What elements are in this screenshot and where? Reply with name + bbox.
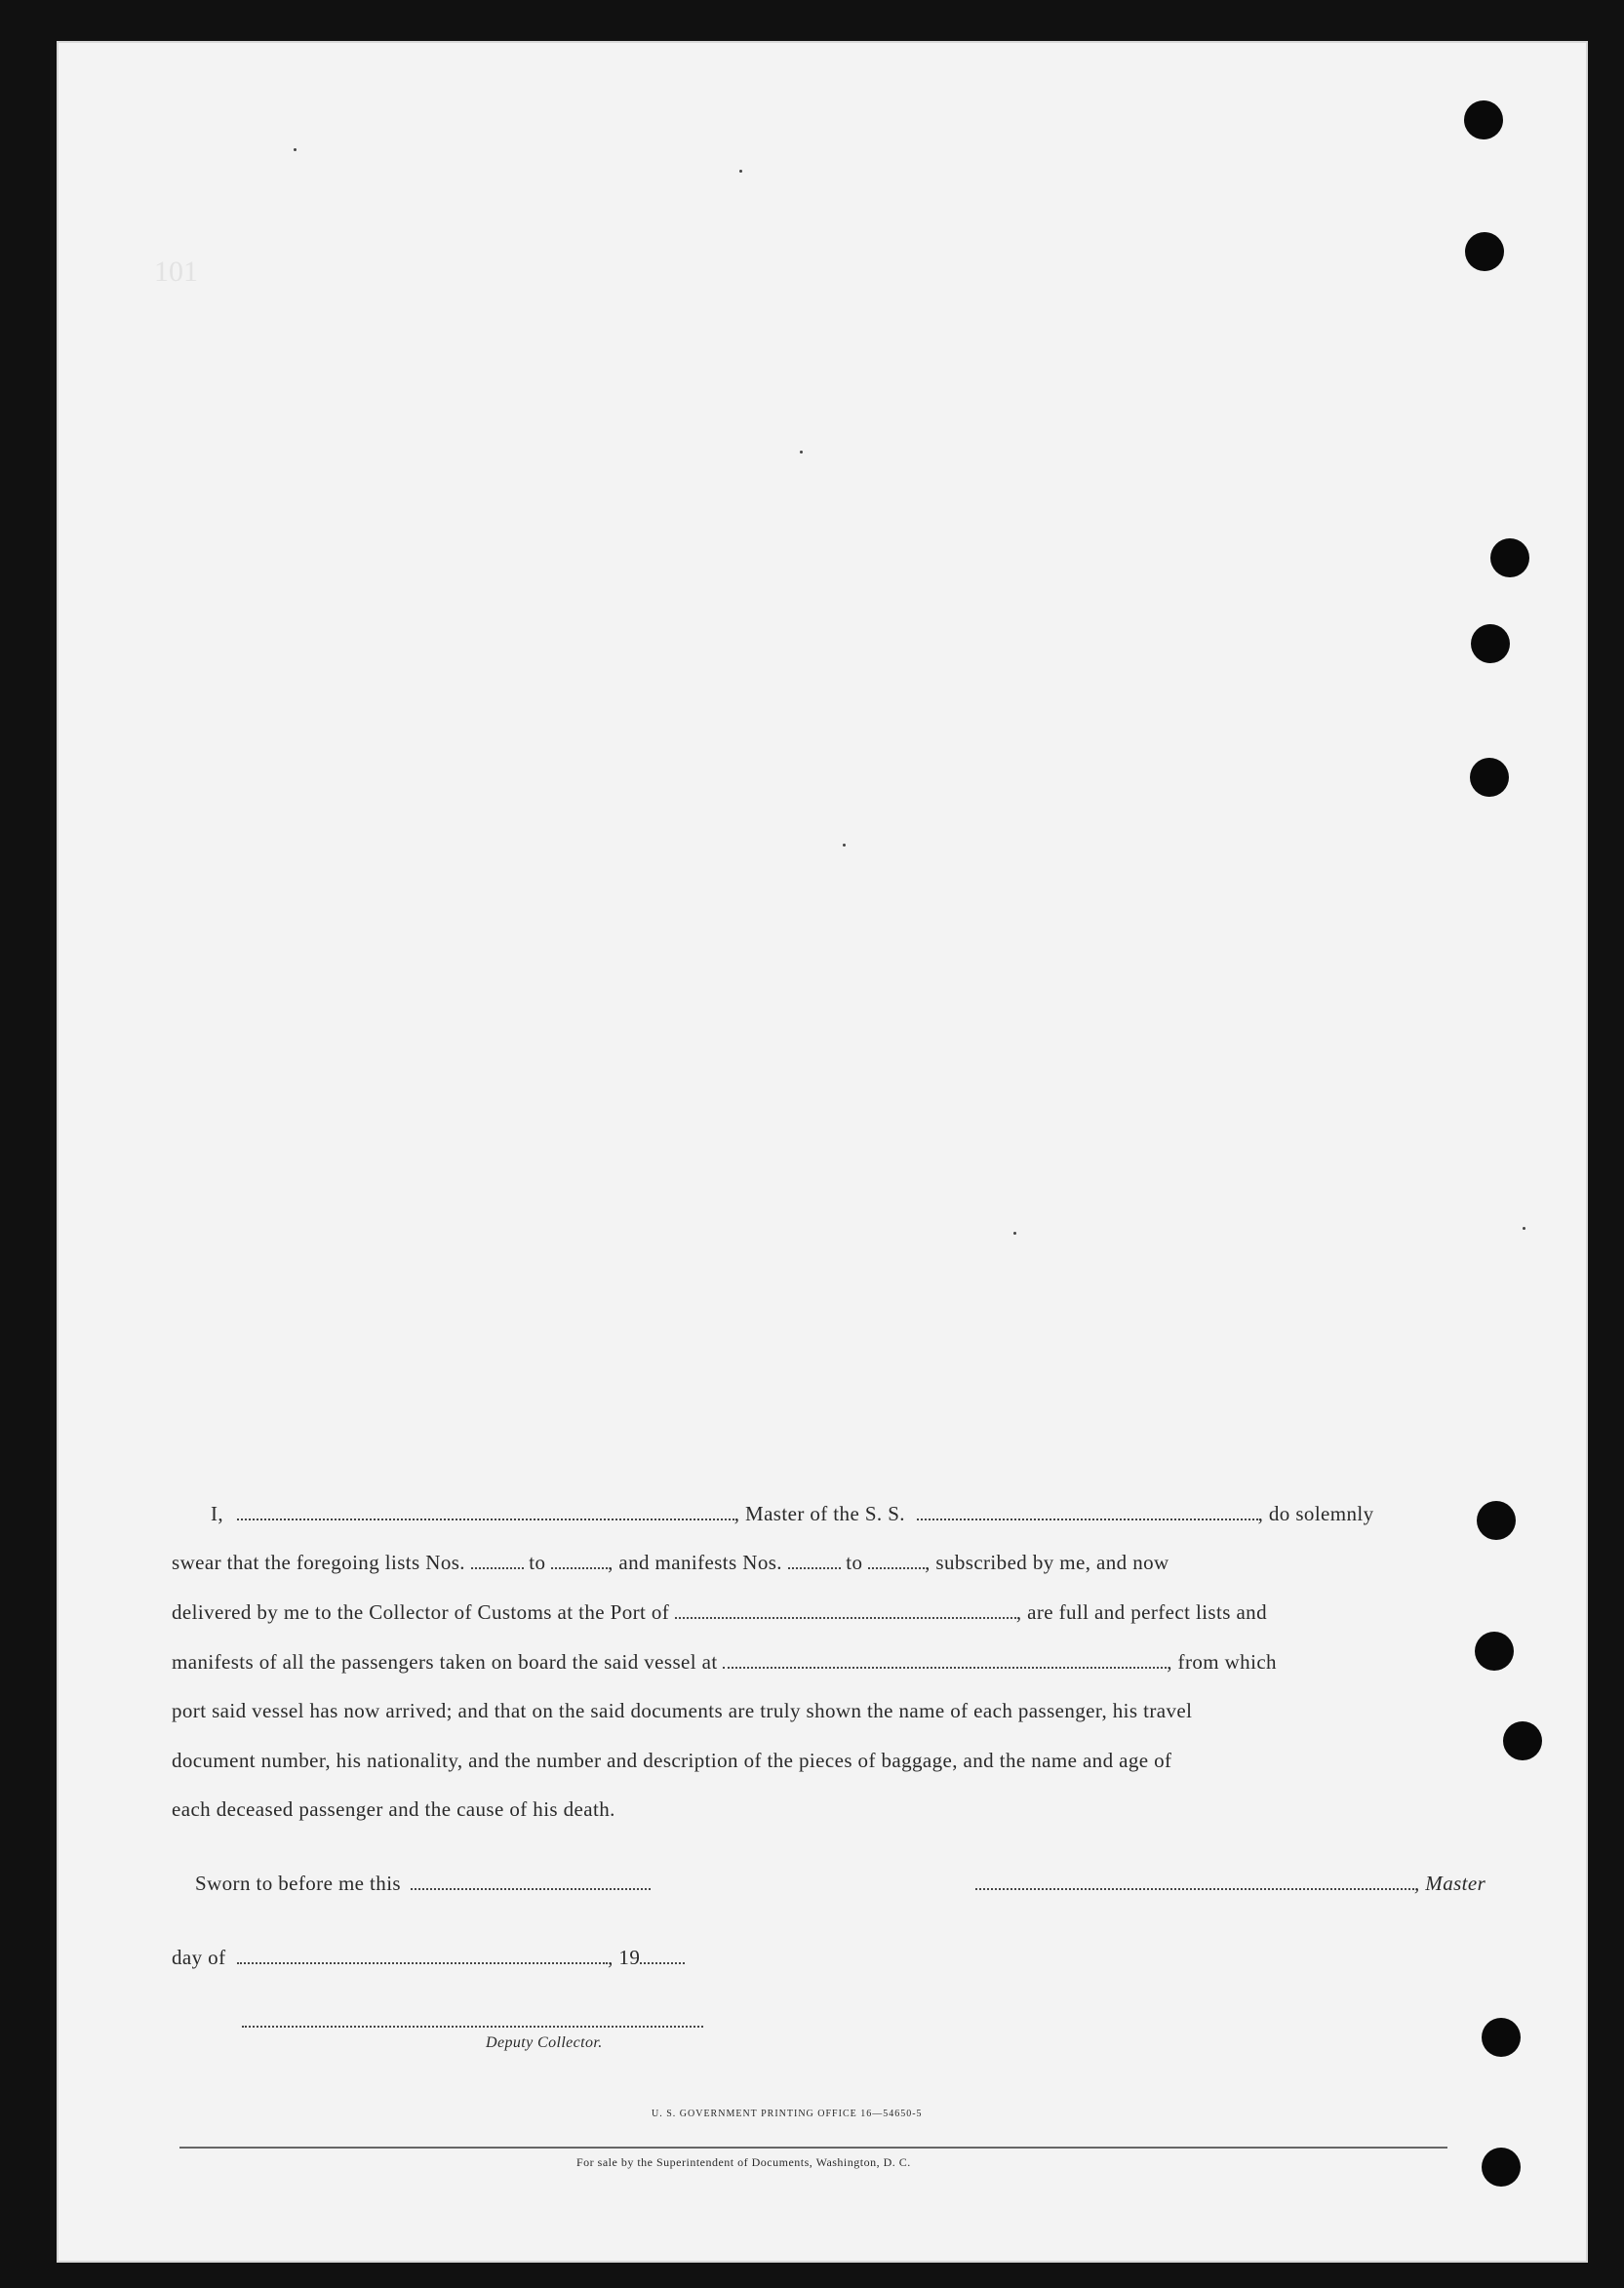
- document-page: [57, 41, 1588, 2263]
- punch-hole: [1465, 232, 1504, 271]
- speck: [800, 451, 803, 454]
- speck: [1013, 1232, 1016, 1235]
- oath-line-3: delivered by me to the Collector of Customs at the Port of , are full and perfect lists and: [172, 1600, 1267, 1624]
- punch-hole: [1477, 1501, 1516, 1540]
- departure-port-blank: [723, 1651, 1167, 1669]
- punch-hole: [1490, 538, 1529, 577]
- month-blank: [237, 1947, 608, 1964]
- deputy-signature-line: [242, 2009, 710, 2033]
- speck: [843, 844, 846, 847]
- master-signature-blank: [975, 1873, 1414, 1890]
- punch-hole: [1464, 100, 1503, 139]
- punch-hole: [1503, 1721, 1542, 1760]
- lists-from-blank: [471, 1552, 524, 1569]
- speck: [1523, 1227, 1525, 1230]
- oath-line-1: I, , Master of the S. S. , do solemnly: [211, 1502, 1374, 1525]
- punch-hole: [1482, 2018, 1521, 2057]
- sworn-date-blank: [411, 1873, 651, 1890]
- master-signature-line: , Master: [975, 1872, 1434, 1896]
- manifests-to-blank: [868, 1552, 925, 1569]
- oath-line-4: manifests of all the passengers taken on board the said vessel at , from which: [172, 1650, 1277, 1674]
- day-of-line: day of , 19: [172, 1946, 1440, 1970]
- footer-rule: [179, 2147, 1447, 2149]
- port-blank: [675, 1601, 1016, 1619]
- oath-line-2: swear that the foregoing lists Nos. to , and manifests Nos. to , subscribed by me, and now: [172, 1551, 1169, 1574]
- punch-hole: [1471, 624, 1510, 663]
- printer-imprint: U. S. GOVERNMENT PRINTING OFFICE 16—54650-5: [652, 2109, 923, 2119]
- year-blank: [640, 1947, 685, 1964]
- oath-line-6: document number, his nationality, and the number and description of the pieces of baggage, and the name and age of: [172, 1749, 1172, 1772]
- punch-hole: [1482, 2148, 1521, 2187]
- lists-to-blank: [551, 1552, 608, 1569]
- sworn-line: Sworn to before me this: [172, 1872, 1440, 1896]
- deputy-collector-label: Deputy Collector.: [486, 2034, 603, 2051]
- ghost-page-number: 101: [154, 256, 198, 288]
- master-name-blank: [237, 1503, 734, 1520]
- oath-line-7: each deceased passenger and the cause of his death.: [172, 1797, 615, 1821]
- sale-notice: For sale by the Superintendent of Documents, Washington, D. C.: [576, 2155, 911, 2169]
- oath-line-5: port said vessel has now arrived; and that on the said documents are truly shown the name of each passenger, his travel: [172, 1699, 1193, 1722]
- ship-name-blank: [917, 1503, 1258, 1520]
- deputy-signature-blank: [242, 2010, 703, 2028]
- punch-hole: [1475, 1632, 1514, 1671]
- manifests-from-blank: [788, 1552, 841, 1569]
- punch-hole: [1470, 758, 1509, 797]
- speck: [294, 148, 297, 151]
- speck: [739, 170, 742, 173]
